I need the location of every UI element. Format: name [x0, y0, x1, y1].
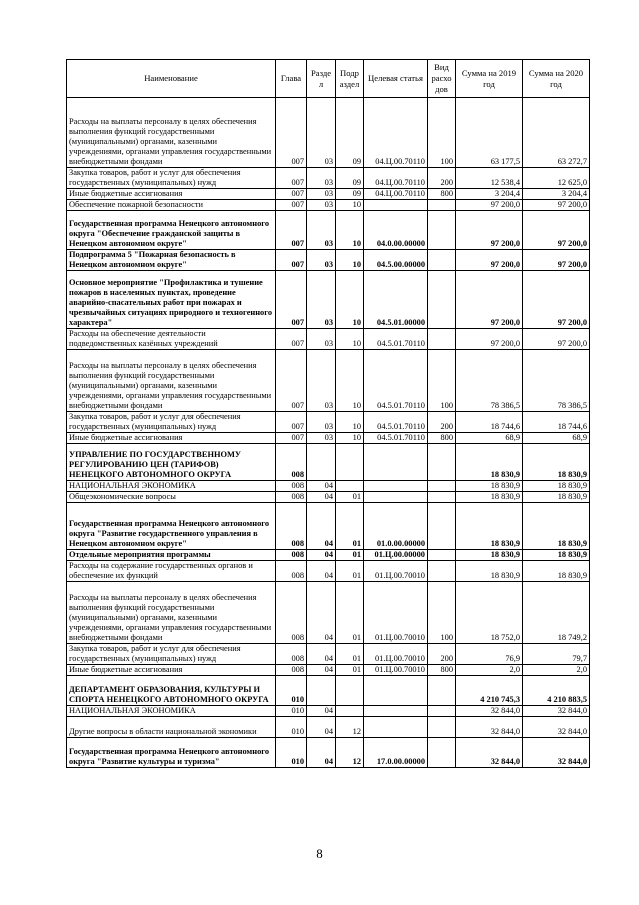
row-expense-type-cell [428, 271, 456, 329]
row-expense-type-cell: 800 [428, 433, 456, 444]
row-section-cell: 03 [307, 412, 336, 433]
row-sum-2019-cell: 68,9 [456, 433, 523, 444]
header-section: Разде л [307, 60, 336, 98]
row-sum-2019-cell: 76,9 [456, 644, 523, 665]
row-chapter-cell: 007 [276, 211, 307, 250]
row-sum-2020-cell: 97 200,0 [523, 250, 590, 271]
row-subsection-cell: 10 [336, 412, 364, 433]
row-subsection-cell: 12 [336, 738, 364, 768]
row-name-cell: Основное мероприятие "Профилактика и тушение пожаров в населенных пунктах, проведение аварийно-спасательных работ при пожарах и чрезвычайных ситуациях природного и техногенного характера" [67, 271, 276, 329]
row-expense-type-cell [428, 550, 456, 561]
header-sum-2019: Сумма на 2019 год [456, 60, 523, 98]
table-row [67, 444, 590, 481]
row-sum-2020-cell: 63 272,7 [523, 98, 590, 168]
table-row [67, 492, 590, 503]
row-subsection-cell: 09 [336, 168, 364, 189]
row-subsection-cell [336, 706, 364, 717]
row-name-cell: Государственная программа Ненецкого автономного округа "Развитие культуры и туризма" [67, 738, 276, 768]
row-subsection-cell: 10 [336, 271, 364, 329]
row-sum-2020-cell: 18 830,9 [523, 503, 590, 550]
row-sum-2019-cell: 18 830,9 [456, 503, 523, 550]
row-expense-type-cell [428, 481, 456, 492]
row-target-cell: 04.5.01.70110 [364, 329, 428, 350]
row-target-cell [364, 200, 428, 211]
row-section-cell: 04 [307, 550, 336, 561]
row-sum-2020-cell: 97 200,0 [523, 200, 590, 211]
row-target-cell: 04.Ц.00.70110 [364, 168, 428, 189]
row-name-cell: Закупка товаров, работ и услуг для обеспечения государственных (муниципальных) нужд [67, 168, 276, 189]
row-sum-2020-cell: 32 844,0 [523, 738, 590, 768]
row-subsection-cell: 12 [336, 717, 364, 738]
row-sum-2020-cell: 2,0 [523, 665, 590, 676]
row-section-cell: 04 [307, 706, 336, 717]
table-row [67, 582, 590, 644]
row-sum-2020-cell: 12 625,0 [523, 168, 590, 189]
row-section-cell: 04 [307, 665, 336, 676]
row-name-cell: Обеспечение пожарной безопасности [67, 200, 276, 211]
header-subsection: Подр аздел [336, 60, 364, 98]
row-sum-2019-cell: 32 844,0 [456, 706, 523, 717]
row-sum-2020-cell: 97 200,0 [523, 271, 590, 329]
row-sum-2019-cell: 12 538,4 [456, 168, 523, 189]
row-name-cell: Государственная программа Ненецкого автономного округа "Обеспечение гражданской защиты в Ненецком автономном округе" [67, 211, 276, 250]
row-name-cell: Расходы на обеспечение деятельности подведомственных казённых учреждений [67, 329, 276, 350]
row-subsection-cell: 10 [336, 200, 364, 211]
row-section-cell: 03 [307, 168, 336, 189]
row-chapter-cell: 010 [276, 717, 307, 738]
row-section-cell: 04 [307, 503, 336, 550]
row-subsection-cell: 10 [336, 329, 364, 350]
row-chapter-cell: 007 [276, 350, 307, 412]
row-subsection-cell [336, 481, 364, 492]
row-expense-type-cell [428, 329, 456, 350]
row-expense-type-cell: 200 [428, 168, 456, 189]
row-sum-2020-cell: 32 844,0 [523, 717, 590, 738]
row-section-cell: 03 [307, 433, 336, 444]
row-sum-2020-cell: 4 210 883,5 [523, 676, 590, 706]
row-chapter-cell: 007 [276, 189, 307, 200]
row-section-cell: 04 [307, 738, 336, 768]
row-sum-2019-cell: 32 844,0 [456, 738, 523, 768]
row-chapter-cell: 008 [276, 503, 307, 550]
table-row [67, 211, 590, 250]
row-section-cell: 04 [307, 644, 336, 665]
table-row [67, 189, 590, 200]
table-row [67, 329, 590, 350]
row-sum-2020-cell: 68,9 [523, 433, 590, 444]
row-expense-type-cell [428, 444, 456, 481]
row-target-cell [364, 717, 428, 738]
row-sum-2020-cell: 97 200,0 [523, 329, 590, 350]
row-target-cell: 04.Ц.00.70110 [364, 98, 428, 168]
row-expense-type-cell: 800 [428, 189, 456, 200]
header-chapter: Глава [276, 60, 307, 98]
table-row [67, 271, 590, 329]
row-target-cell: 04.5.01.00000 [364, 271, 428, 329]
row-chapter-cell: 008 [276, 550, 307, 561]
row-target-cell [364, 492, 428, 503]
row-target-cell: 04.5.00.00000 [364, 250, 428, 271]
row-expense-type-cell: 100 [428, 98, 456, 168]
row-sum-2019-cell: 3 204,4 [456, 189, 523, 200]
header-sum-2020: Сумма на 2020 год [523, 60, 590, 98]
row-chapter-cell: 008 [276, 492, 307, 503]
row-sum-2020-cell: 18 830,9 [523, 492, 590, 503]
table-row [67, 98, 590, 168]
row-sum-2020-cell: 18 830,9 [523, 550, 590, 561]
row-subsection-cell: 01 [336, 492, 364, 503]
row-subsection-cell: 10 [336, 350, 364, 412]
row-name-cell: НАЦИОНАЛЬНАЯ ЭКОНОМИКА [67, 481, 276, 492]
row-chapter-cell: 007 [276, 98, 307, 168]
row-expense-type-cell: 100 [428, 582, 456, 644]
row-section-cell: 04 [307, 492, 336, 503]
table-row [67, 550, 590, 561]
page-number: 8 [316, 846, 323, 861]
row-target-cell: 04.5.01.70110 [364, 350, 428, 412]
row-section-cell: 03 [307, 329, 336, 350]
row-subsection-cell: 01 [336, 665, 364, 676]
row-chapter-cell: 008 [276, 481, 307, 492]
table-row [67, 433, 590, 444]
row-target-cell: 01.Ц.00.70010 [364, 582, 428, 644]
row-sum-2019-cell: 18 830,9 [456, 444, 523, 481]
table-row [67, 706, 590, 717]
row-expense-type-cell: 200 [428, 412, 456, 433]
row-name-cell: Иные бюджетные ассигнования [67, 189, 276, 200]
row-chapter-cell: 008 [276, 444, 307, 481]
row-section-cell [307, 444, 336, 481]
row-sum-2019-cell: 63 177,5 [456, 98, 523, 168]
row-target-cell: 04.5.01.70110 [364, 433, 428, 444]
row-sum-2019-cell: 4 210 745,3 [456, 676, 523, 706]
row-target-cell: 01.Ц.00.70010 [364, 644, 428, 665]
row-target-cell: 04.Ц.00.70110 [364, 189, 428, 200]
table-row [67, 717, 590, 738]
row-target-cell [364, 676, 428, 706]
row-subsection-cell [336, 676, 364, 706]
row-name-cell: Общеэкономические вопросы [67, 492, 276, 503]
row-sum-2020-cell: 79,7 [523, 644, 590, 665]
row-chapter-cell: 008 [276, 665, 307, 676]
table-row [67, 481, 590, 492]
row-name-cell: Иные бюджетные ассигнования [67, 433, 276, 444]
row-subsection-cell: 10 [336, 433, 364, 444]
row-section-cell [307, 676, 336, 706]
row-section-cell: 04 [307, 717, 336, 738]
row-name-cell: Подпрограмма 5 "Пожарная безопасность в Ненецком автономном округе" [67, 250, 276, 271]
header-target: Целевая статья [364, 60, 428, 98]
row-sum-2019-cell: 97 200,0 [456, 329, 523, 350]
row-sum-2019-cell: 18 744,6 [456, 412, 523, 433]
row-expense-type-cell [428, 211, 456, 250]
table-header-row [67, 60, 590, 98]
row-section-cell: 03 [307, 250, 336, 271]
row-name-cell: УПРАВЛЕНИЕ ПО ГОСУДАРСТВЕННОМУ РЕГУЛИРОВАНИЮ ЦЕН (ТАРИФОВ) НЕНЕЦКОГО АВТОНОМНОГО ОКРУГА [67, 444, 276, 481]
row-target-cell: 01.0.00.00000 [364, 503, 428, 550]
row-sum-2020-cell: 97 200,0 [523, 211, 590, 250]
row-expense-type-cell [428, 200, 456, 211]
row-section-cell: 04 [307, 582, 336, 644]
row-chapter-cell: 007 [276, 200, 307, 211]
row-sum-2019-cell: 2,0 [456, 665, 523, 676]
row-chapter-cell: 007 [276, 433, 307, 444]
table-row [67, 738, 590, 768]
row-chapter-cell: 007 [276, 168, 307, 189]
row-section-cell: 03 [307, 271, 336, 329]
row-target-cell [364, 444, 428, 481]
row-target-cell [364, 706, 428, 717]
row-chapter-cell: 007 [276, 250, 307, 271]
row-name-cell: Расходы на выплаты персоналу в целях обеспечения выполнения функций государственными (муниципальными) органами, казенными учреждениями, органами управления государственными внебюджетными фондами [67, 582, 276, 644]
row-sum-2019-cell: 18 830,9 [456, 492, 523, 503]
row-chapter-cell: 007 [276, 412, 307, 433]
row-subsection-cell [336, 444, 364, 481]
row-target-cell: 17.0.00.00000 [364, 738, 428, 768]
row-target-cell: 01.Ц.00.70010 [364, 665, 428, 676]
table-row [67, 250, 590, 271]
row-name-cell: Другие вопросы в области национальной экономики [67, 717, 276, 738]
row-sum-2020-cell: 18 830,9 [523, 481, 590, 492]
row-section-cell: 03 [307, 189, 336, 200]
row-expense-type-cell [428, 738, 456, 768]
row-name-cell: Расходы на выплаты персоналу в целях обеспечения выполнения функций государственными (муниципальными) органами, казенными учреждениями, органами управления государственными внебюджетными фондами [67, 98, 276, 168]
row-section-cell: 03 [307, 211, 336, 250]
row-section-cell: 03 [307, 350, 336, 412]
row-subsection-cell: 01 [336, 644, 364, 665]
row-name-cell: Иные бюджетные ассигнования [67, 665, 276, 676]
row-sum-2019-cell: 97 200,0 [456, 271, 523, 329]
table-row [67, 168, 590, 189]
row-chapter-cell: 007 [276, 329, 307, 350]
row-sum-2020-cell: 18 830,9 [523, 561, 590, 582]
row-chapter-cell: 008 [276, 561, 307, 582]
row-expense-type-cell [428, 492, 456, 503]
header-name: Наименование [67, 60, 276, 98]
row-subsection-cell: 09 [336, 98, 364, 168]
row-subsection-cell: 10 [336, 250, 364, 271]
table-row [67, 200, 590, 211]
row-name-cell: Расходы на содержание государственных органов и обеспечение их функций [67, 561, 276, 582]
row-sum-2019-cell: 78 386,5 [456, 350, 523, 412]
table-row [67, 350, 590, 412]
row-sum-2019-cell: 18 830,9 [456, 561, 523, 582]
row-sum-2020-cell: 18 749,2 [523, 582, 590, 644]
row-expense-type-cell [428, 717, 456, 738]
row-sum-2019-cell: 18 830,9 [456, 550, 523, 561]
row-subsection-cell: 01 [336, 503, 364, 550]
row-sum-2020-cell: 18 744,6 [523, 412, 590, 433]
row-sum-2019-cell: 32 844,0 [456, 717, 523, 738]
row-expense-type-cell: 100 [428, 350, 456, 412]
table-row [67, 503, 590, 550]
table-row [67, 561, 590, 582]
row-target-cell: 04.0.00.00000 [364, 211, 428, 250]
row-subsection-cell: 09 [336, 189, 364, 200]
row-target-cell [364, 481, 428, 492]
row-expense-type-cell [428, 561, 456, 582]
row-chapter-cell: 008 [276, 644, 307, 665]
row-chapter-cell: 010 [276, 706, 307, 717]
row-chapter-cell: 010 [276, 738, 307, 768]
row-chapter-cell: 007 [276, 271, 307, 329]
row-sum-2019-cell: 97 200,0 [456, 200, 523, 211]
row-section-cell: 03 [307, 98, 336, 168]
row-name-cell: Отдельные мероприятия программы [67, 550, 276, 561]
row-name-cell: Закупка товаров, работ и услуг для обеспечения государственных (муниципальных) нужд [67, 412, 276, 433]
row-section-cell: 04 [307, 481, 336, 492]
row-sum-2020-cell: 18 830,9 [523, 444, 590, 481]
table-row [67, 665, 590, 676]
row-subsection-cell: 01 [336, 561, 364, 582]
row-name-cell: Расходы на выплаты персоналу в целях обеспечения выполнения функций государственными (муниципальными) органами, казенными учреждениями, органами управления государственными внебюджетными фондами [67, 350, 276, 412]
row-sum-2020-cell: 3 204,4 [523, 189, 590, 200]
row-target-cell: 04.5.01.70110 [364, 412, 428, 433]
row-section-cell: 03 [307, 200, 336, 211]
row-sum-2019-cell: 18 752,0 [456, 582, 523, 644]
row-expense-type-cell [428, 250, 456, 271]
row-expense-type-cell: 200 [428, 644, 456, 665]
table-row [67, 644, 590, 665]
row-name-cell: НАЦИОНАЛЬНАЯ ЭКОНОМИКА [67, 706, 276, 717]
table-row [67, 412, 590, 433]
row-target-cell: 01.Ц.00.00000 [364, 550, 428, 561]
row-subsection-cell: 01 [336, 582, 364, 644]
header-expense-type: Вид расхо дов [428, 60, 456, 98]
row-chapter-cell: 008 [276, 582, 307, 644]
row-name-cell: ДЕПАРТАМЕНТ ОБРАЗОВАНИЯ, КУЛЬТУРЫ И СПОРТА НЕНЕЦКОГО АВТОНОМНОГО ОКРУГА [67, 676, 276, 706]
row-sum-2020-cell: 78 386,5 [523, 350, 590, 412]
row-name-cell: Государственная программа Ненецкого автономного округа "Развитие государственного управления в Ненецком автономном округе" [67, 503, 276, 550]
row-sum-2019-cell: 18 830,9 [456, 481, 523, 492]
row-expense-type-cell [428, 503, 456, 550]
row-section-cell: 04 [307, 561, 336, 582]
row-expense-type-cell [428, 676, 456, 706]
row-expense-type-cell: 800 [428, 665, 456, 676]
row-expense-type-cell [428, 706, 456, 717]
row-sum-2019-cell: 97 200,0 [456, 250, 523, 271]
row-sum-2019-cell: 97 200,0 [456, 211, 523, 250]
row-subsection-cell: 01 [336, 550, 364, 561]
budget-table [66, 59, 590, 768]
row-sum-2020-cell: 32 844,0 [523, 706, 590, 717]
row-chapter-cell: 010 [276, 676, 307, 706]
row-subsection-cell: 10 [336, 211, 364, 250]
row-name-cell: Закупка товаров, работ и услуг для обеспечения государственных (муниципальных) нужд [67, 644, 276, 665]
row-target-cell: 01.Ц.00.70010 [364, 561, 428, 582]
table-row [67, 676, 590, 706]
